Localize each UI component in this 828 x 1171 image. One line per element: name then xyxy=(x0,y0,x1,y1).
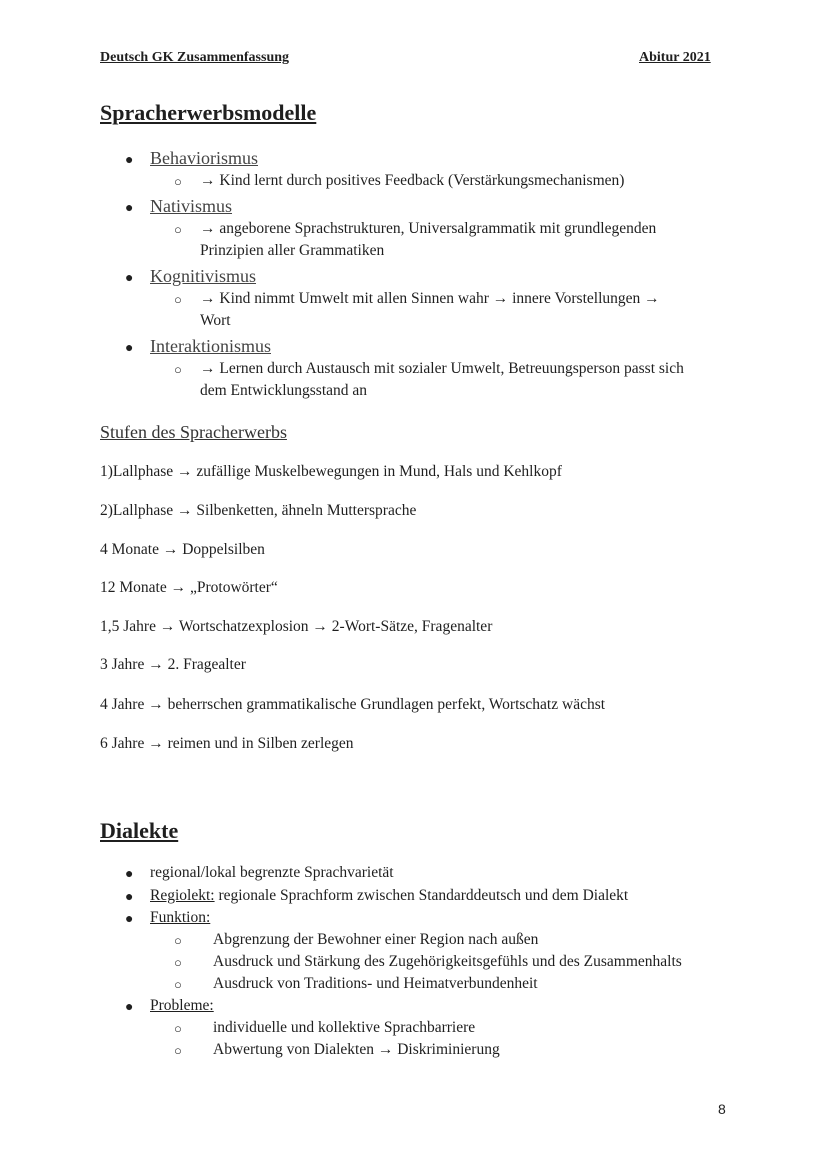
bullet-icon: ● xyxy=(125,1000,134,1015)
sub-bullet-icon: ○ xyxy=(174,1021,182,1036)
model-term: Behaviorismus xyxy=(150,148,258,168)
regiolekt-item xyxy=(150,887,628,905)
dialekt-item: regional/lokal begrenzte Sprachvarietät xyxy=(150,864,394,881)
model-desc: → Kind lernt durch positives Feedback (Verstärkungsmechanismen) xyxy=(200,172,625,189)
model-term: Nativismus xyxy=(150,196,233,216)
bullet-icon: ● xyxy=(125,153,134,168)
stage-line: 3 Jahre → 2. Fragealter xyxy=(100,656,246,673)
section-title-spracherwerbsmodelle: Spracherwerbsmodelle xyxy=(100,100,317,125)
model-desc: → Kind nimmt Umwelt mit allen Sinnen wahr → innere Vorstellungen → xyxy=(200,290,660,307)
header-right: Abitur 2021 xyxy=(639,50,711,65)
funktion-item: Abgrenzung der Bewohner einer Region nach außen xyxy=(213,931,539,948)
sub-bullet-icon: ○ xyxy=(174,977,182,992)
model-desc: → Lernen durch Austausch mit sozialer Umwelt, Betreuungsperson passt sich xyxy=(200,360,684,377)
bullet-icon: ● xyxy=(125,912,134,927)
model-desc-cont: Wort xyxy=(200,312,231,329)
stage-line: 1,5 Jahre → Wortschatzexplosion → 2-Wort-Sätze, Fragenalter xyxy=(100,618,493,635)
sub-bullet-icon: ○ xyxy=(174,1043,182,1058)
regiolekt-term: Regiolekt: xyxy=(150,887,215,904)
probleme-item: individuelle und kollektive Sprachbarriere xyxy=(213,1019,476,1036)
bullet-icon: ● xyxy=(125,201,134,216)
stage-line: 1)Lallphase → zufällige Muskelbewegungen in Mund, Hals und Kehlkopf xyxy=(100,463,562,480)
stage-line: 2)Lallphase → Silbenketten, ähneln Muttersprache xyxy=(100,502,417,519)
stage-line: 4 Jahre → beherrschen grammatikalische Grundlagen perfekt, Wortschatz wächst xyxy=(100,696,606,713)
header-left: Deutsch GK Zusammenfassung xyxy=(100,50,290,65)
section-title-dialekte: Dialekte xyxy=(100,818,179,843)
model-desc-cont: Prinzipien aller Grammatiken xyxy=(200,242,385,259)
regiolekt-text: regionale Sprachform zwischen Standarddeutsch und dem Dialekt xyxy=(214,887,629,904)
bullet-icon: ● xyxy=(125,867,134,882)
bullet-icon: ● xyxy=(125,271,134,286)
sub-bullet-icon: ○ xyxy=(174,955,182,970)
bullet-icon: ● xyxy=(125,341,134,356)
stage-line: 12 Monate → „Protowörter“ xyxy=(100,579,278,596)
sub-bullet-icon: ○ xyxy=(174,933,182,948)
subsection-title-stufen: Stufen des Spracherwerbs xyxy=(100,422,287,442)
stage-line: 6 Jahre → reimen und in Silben zerlegen xyxy=(100,735,354,752)
model-desc: → angeborene Sprachstrukturen, Universalgrammatik mit grundlegenden xyxy=(200,220,657,237)
probleme-label: Probleme: xyxy=(150,997,214,1014)
probleme-item: Abwertung von Dialekten → Diskriminierung xyxy=(213,1041,500,1058)
sub-bullet-icon: ○ xyxy=(174,292,182,307)
funktion-label: Funktion: xyxy=(150,909,211,926)
page-number: 8 xyxy=(718,1101,726,1117)
sub-bullet-icon: ○ xyxy=(174,174,182,189)
model-term: Kognitivismus xyxy=(150,266,257,286)
funktion-item: Ausdruck von Traditions- und Heimatverbundenheit xyxy=(213,975,538,992)
model-term: Interaktionismus xyxy=(150,336,271,356)
bullet-icon: ● xyxy=(125,890,134,905)
sub-bullet-icon: ○ xyxy=(174,362,182,377)
funktion-item: Ausdruck und Stärkung des Zugehörigkeitsgefühls und des Zusammenhalts xyxy=(213,953,682,970)
stage-line: 4 Monate → Doppelsilben xyxy=(100,541,265,558)
model-desc-cont: dem Entwicklungsstand an xyxy=(200,382,368,399)
sub-bullet-icon: ○ xyxy=(174,222,182,237)
